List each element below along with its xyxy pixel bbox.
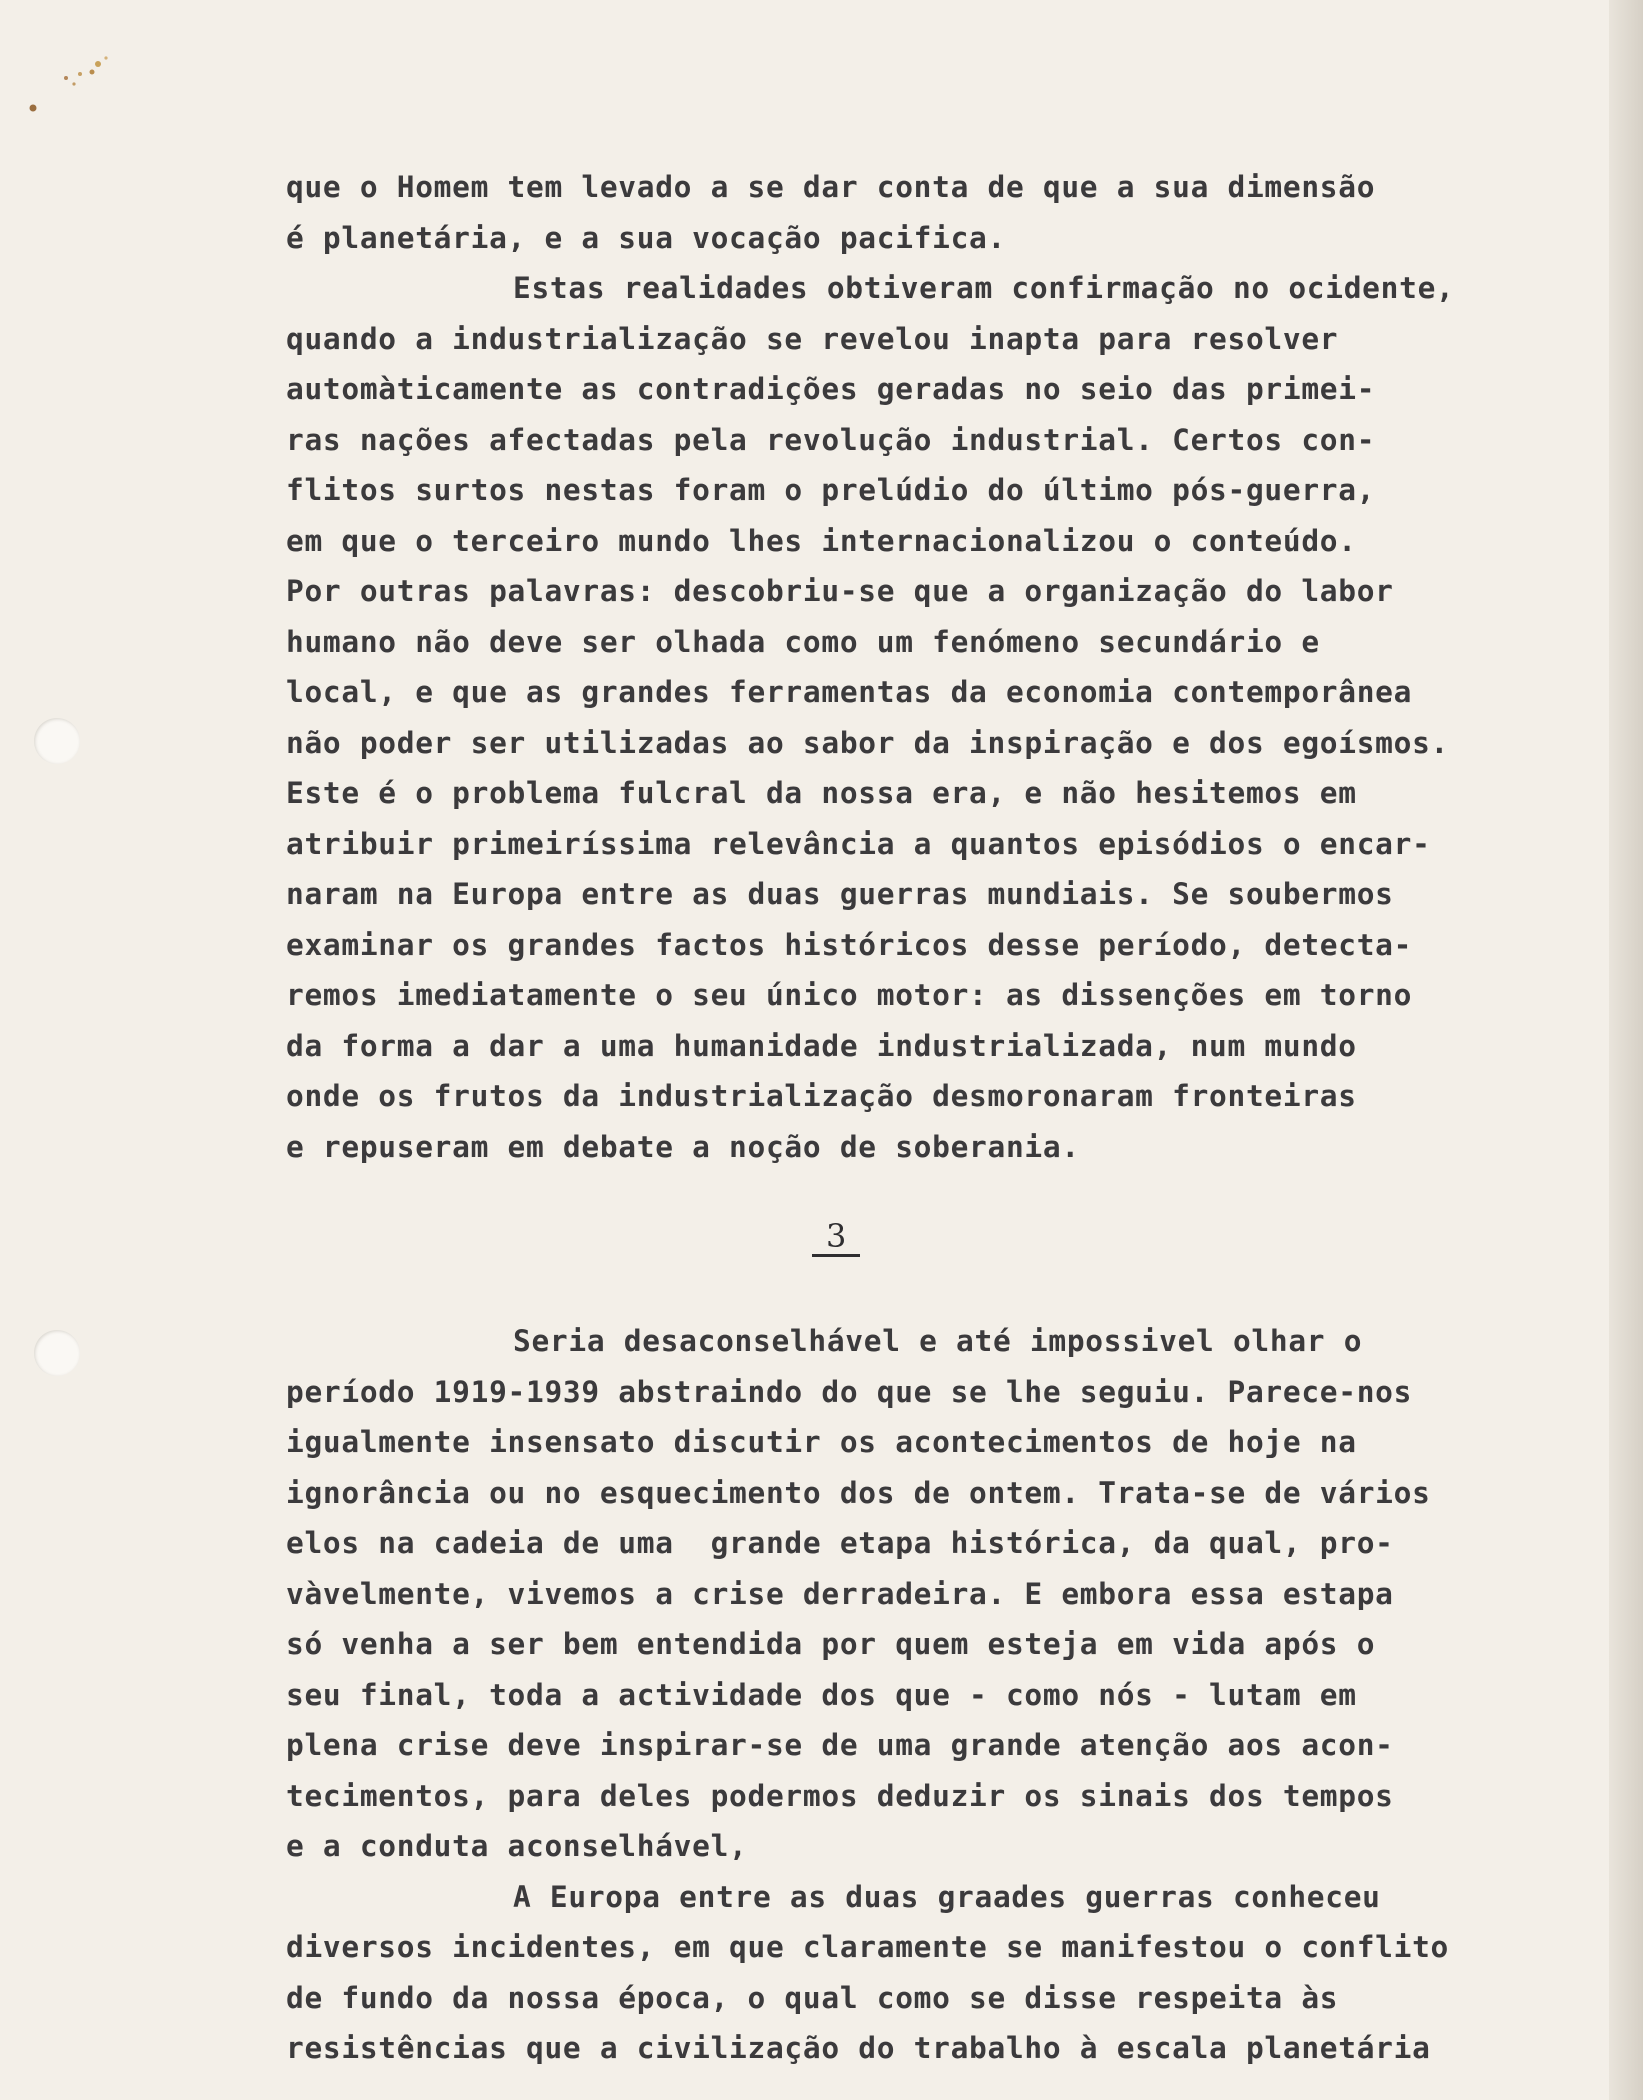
text-line: e a conduta aconselhável,	[286, 1829, 748, 1863]
text-line: igualmente insensato discutir os acontecimentos de hoje na	[286, 1425, 1357, 1459]
text-line: diversos incidentes, em que claramente se manifestou o conflito	[286, 1930, 1450, 1964]
text-line: automàticamente as contradições geradas no seio das primei-	[286, 372, 1376, 406]
text-line: é planetária, e a sua vocação pacifica.	[286, 220, 1006, 255]
text-line: elos na cadeia de uma grande etapa histórica, da qual, pro-	[286, 1526, 1394, 1560]
text-line: Por outras palavras: descobriu-se que a organização do labor	[286, 574, 1394, 608]
text-line: em que o terceiro mundo lhes internacionalizou o conteúdo.	[286, 523, 1357, 558]
page-right-edge	[1609, 0, 1643, 2100]
text-line: quando a industrialização se revelou inapta para resolver	[286, 321, 1339, 356]
text-line: de fundo da nossa época, o qual como se disse respeita às	[286, 1980, 1339, 2015]
text-line: e repuseram em debate a noção de soberania.	[286, 1129, 1080, 1164]
text-line: onde os frutos da industrialização desmoronaram fronteiras	[286, 1079, 1357, 1113]
text-line: que o Homem tem levado a se dar conta de que a sua dimensão	[286, 170, 1376, 204]
text-line: A Europa entre as duas graades guerras conheceu	[513, 1879, 1381, 1914]
text-line: ras nações afectadas pela revolução industrial. Certos con-	[286, 422, 1376, 457]
text-line: Seria desaconselhável e até impossivel olhar o	[513, 1324, 1363, 1358]
text-line: flitos surtos nestas foram o prelúdio do último pós-guerra,	[286, 473, 1376, 507]
punch-hole	[34, 718, 80, 764]
text-line: da forma a dar a uma humanidade industrializada, num mundo	[286, 1028, 1357, 1063]
punch-hole	[34, 1330, 80, 1376]
text-line: humano não deve ser olhada como um fenómeno secundário e	[286, 624, 1320, 659]
text-line: naram na Europa entre as duas guerras mundiais. Se soubermos	[286, 877, 1394, 911]
text-line: resistências que a civilização do trabalho à escala planetária	[286, 2031, 1431, 2065]
text-line: atribuir primeiríssima relevância a quantos episódios o encar-	[286, 826, 1431, 861]
text-line: só venha a ser bem entendida por quem esteja em vida após o	[286, 1627, 1376, 1661]
text-line: período 1919-1939 abstraindo do que se lhe seguiu. Parece-nos	[286, 1374, 1413, 1409]
paragraph-block-2	[286, 1316, 1586, 2074]
text-line: Estas realidades obtiveram confirmação no ocidente,	[513, 271, 1455, 305]
text-line: ignorância ou no esquecimento dos de ontem. Trata-se de vários	[286, 1475, 1431, 1510]
text-line: não poder ser utilizadas ao sabor da inspiração e dos egoísmos.	[286, 725, 1450, 760]
text-line: Este é o problema fulcral da nossa era, e não hesitemos em	[286, 776, 1357, 810]
ink-stain	[28, 48, 118, 128]
section-number: 3	[812, 1218, 860, 1257]
text-line: local, e que as grandes ferramentas da economia contemporânea	[286, 675, 1413, 709]
text-line: tecimentos, para deles podermos deduzir os sinais dos tempos	[286, 1778, 1394, 1813]
text-line: remos imediatamente o seu único motor: as dissenções em torno	[286, 978, 1413, 1012]
paragraph-block-1	[286, 162, 1586, 1172]
text-line: seu final, toda a actividade dos que - como nós - lutam em	[286, 1677, 1357, 1712]
text-line: vàvelmente, vivemos a crise derradeira. E embora essa estapa	[286, 1576, 1394, 1611]
text-line: examinar os grandes factos históricos desse período, detecta-	[286, 927, 1413, 962]
text-line: plena crise deve inspirar-se de uma grande atenção aos acon-	[286, 1728, 1394, 1762]
